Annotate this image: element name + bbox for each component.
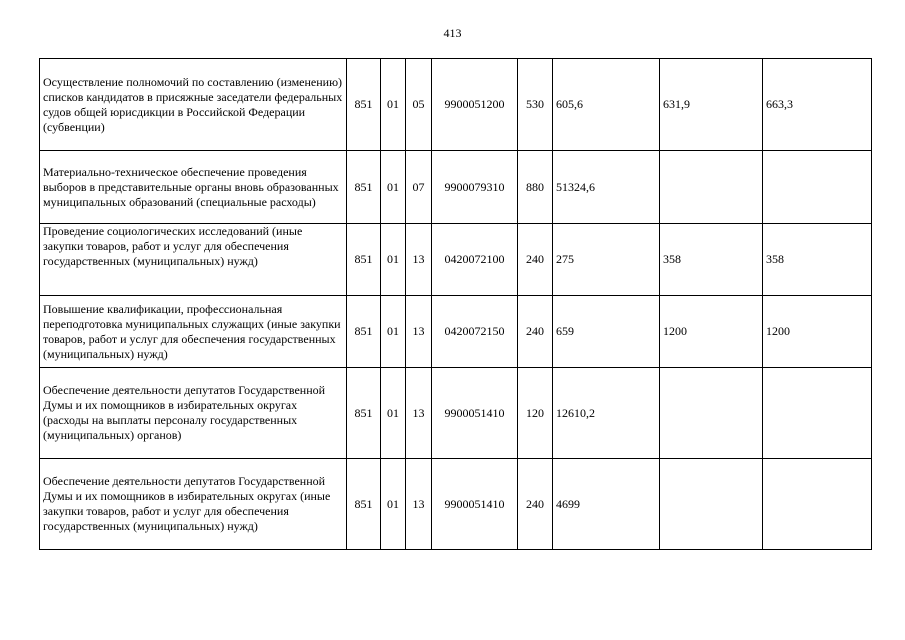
cell-expense-type: 530 (518, 59, 553, 151)
row-description: Проведение социологических исследований (иные закупки товаров, работ и услуг для обеспечения государственных (муниципальных) нужд) (40, 224, 347, 296)
cell-subsection: 13 (406, 296, 432, 368)
cell-amount-2 (660, 151, 763, 224)
cell-grbs: 851 (347, 296, 381, 368)
cell-amount-2: 1200 (660, 296, 763, 368)
cell-amount-2: 631,9 (660, 59, 763, 151)
table-row (40, 368, 872, 459)
cell-subsection: 13 (406, 459, 432, 550)
cell-expense-type: 120 (518, 368, 553, 459)
row-description: Повышение квалификации, профессиональная переподготовка муниципальных служащих (иные закупки товаров, работ и услуг для обеспечения государственных (муниципальных) нужд) (40, 296, 347, 368)
cell-amount-3 (763, 151, 872, 224)
cell-section: 01 (381, 151, 406, 224)
cell-amount-2 (660, 459, 763, 550)
table-body (40, 59, 872, 550)
cell-subsection: 13 (406, 224, 432, 296)
cell-expense-type: 240 (518, 224, 553, 296)
table-row (40, 459, 872, 550)
page-number: 413 (443, 26, 462, 40)
cell-grbs: 851 (347, 151, 381, 224)
cell-grbs: 851 (347, 224, 381, 296)
cell-amount-3 (763, 368, 872, 459)
cell-target-article: 0420072150 (432, 296, 518, 368)
cell-section: 01 (381, 459, 406, 550)
cell-expense-type: 880 (518, 151, 553, 224)
cell-section: 01 (381, 368, 406, 459)
cell-section: 01 (381, 224, 406, 296)
cell-subsection: 13 (406, 368, 432, 459)
table-row (40, 59, 872, 151)
cell-amount-1: 659 (553, 296, 660, 368)
cell-section: 01 (381, 59, 406, 151)
cell-amount-1: 4699 (553, 459, 660, 550)
cell-amount-2 (660, 368, 763, 459)
budget-table (39, 58, 872, 550)
cell-target-article: 9900051410 (432, 459, 518, 550)
cell-expense-type: 240 (518, 459, 553, 550)
cell-amount-1: 275 (553, 224, 660, 296)
cell-amount-3: 358 (763, 224, 872, 296)
row-description: Обеспечение деятельности депутатов Государственной Думы и их помощников в избирательных округах (иные закупки товаров, работ и услуг для обеспечения государственных (муниципальных) нужд) (40, 459, 347, 550)
cell-amount-1: 51324,6 (553, 151, 660, 224)
cell-section: 01 (381, 296, 406, 368)
cell-amount-3: 663,3 (763, 59, 872, 151)
cell-amount-1: 12610,2 (553, 368, 660, 459)
table-row (40, 151, 872, 224)
cell-target-article: 0420072100 (432, 224, 518, 296)
cell-grbs: 851 (347, 459, 381, 550)
cell-amount-2: 358 (660, 224, 763, 296)
row-description: Осуществление полномочий по составлению (изменению) списков кандидатов в присяжные заседатели федеральных судов общей юрисдикции в Российской Федерации (субвенции) (40, 59, 347, 151)
table-row (40, 224, 872, 296)
cell-amount-3 (763, 459, 872, 550)
cell-amount-1: 605,6 (553, 59, 660, 151)
cell-expense-type: 240 (518, 296, 553, 368)
cell-amount-3: 1200 (763, 296, 872, 368)
cell-target-article: 9900051200 (432, 59, 518, 151)
cell-grbs: 851 (347, 368, 381, 459)
cell-subsection: 05 (406, 59, 432, 151)
cell-subsection: 07 (406, 151, 432, 224)
row-description: Материально-техническое обеспечение проведения выборов в представительные органы вновь образованных муниципальных образований (специальные расходы) (40, 151, 347, 224)
cell-target-article: 9900051410 (432, 368, 518, 459)
row-description: Обеспечение деятельности депутатов Государственной Думы и их помощников в избирательных округах (расходы на выплаты персоналу государственных (муниципальных) органов) (40, 368, 347, 459)
cell-target-article: 9900079310 (432, 151, 518, 224)
table-row (40, 296, 872, 368)
cell-grbs: 851 (347, 59, 381, 151)
